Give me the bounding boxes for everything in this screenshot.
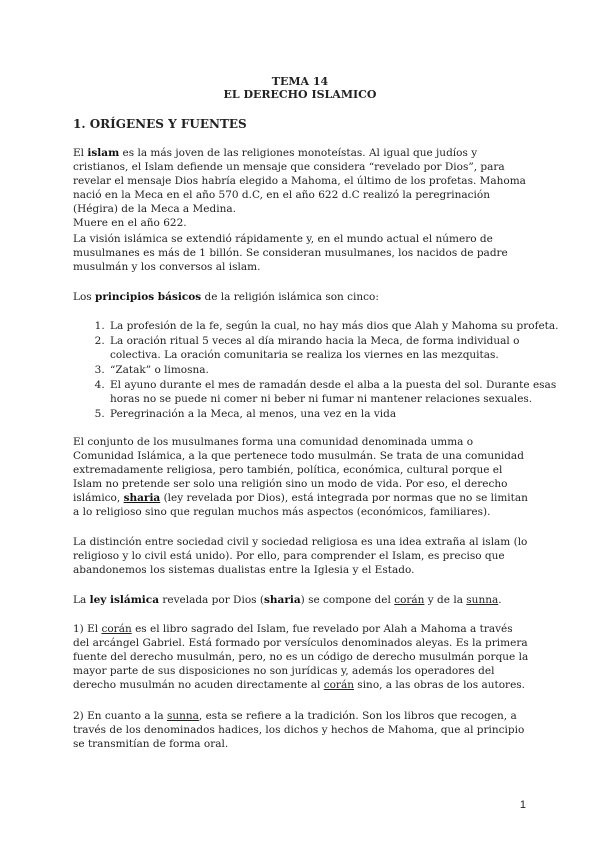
paragraph-islamic-law: La ley islámica revelada por Dios (sharia) se compone del corán y de la sunna. [73, 594, 502, 606]
list-item: 4. El ayuno durante el mes de ramadán desde el alba a la puesta del sol. Durante esas horas no se puede ni comer ni beber ni fumar ni mantener relaciones sexuales. [108, 378, 566, 406]
paragraph-umma: El conjunto de los musulmanes forma una comunidad denominada umma o Comunidad Islámica, a la que pertenece todo musulmán. Se trata de una comunidad extremadamente religiosa, pero también, política, económica, cultural porque el Islam no pretende ser solo una religión sino un modo de vida. Por eso, el derecho islámico, sharia (ley revelada por Dios), está integrada por normas que no se limitan a lo religioso sino que regulan muchos más aspectos (económicos, familiares). [73, 436, 528, 518]
list-item: 5. Peregrinación a la Meca, al menos, una vez en la vida [108, 407, 566, 421]
paragraph-principles-intro: Los principios básicos de la religión islámica son cinco: [73, 291, 379, 303]
list-item: 2. La oración ritual 5 veces al día mirando hacia la Meca, de forma individual o colectiva. La oración comunitaria se realiza los viernes en las mezquitas. [108, 334, 566, 362]
section-heading: 1. ORÍGENES Y FUENTES [73, 117, 247, 131]
principles-list [73, 319, 566, 422]
page-number: 1 [519, 799, 526, 811]
document-title: EL DERECHO ISLAMICO [223, 88, 377, 101]
paragraph-sunna: 2) En cuanto a la sunna, esta se refiere a la tradición. Son los libros que recogen, a través de los denominados hadices, los dichos y hechos de Mahoma, que al principio se transmitían de forma oral. [73, 710, 525, 750]
list-item: 1. La profesión de la fe, según la cual, no hay más dios que Alah y Mahoma su profeta. [108, 319, 566, 333]
paragraph-coran: 1) El corán es el libro sagrado del Islam, fue revelado por Alah a Mahoma a través del arcángel Gabriel. Está formado por versículos denominados aleyas. Es la primera fuente del derecho musulmán, pero, no es un código de derecho musulmán porque la mayor parte de sus disposiciones no son jurídicas y, además los operadores del derecho musulmán no acuden directamente al corán sino, a las obras de los autores. [73, 623, 529, 691]
list-item: 3. “Zatak” o limosna. [108, 363, 566, 377]
paragraph-expansion: La visión islámica se extendió rápidamente y, en el mundo actual el número de musulmanes es más de 1 billón. Se consideran musulmanes, los nacidos de padre musulmán y los conversos al islam. [73, 233, 508, 273]
paragraph-civil-religious: La distinción entre sociedad civil y sociedad religiosa es una idea extraña al islam (lo religioso y lo civil está unido). Por ello, para comprender el Islam, es preciso que abandonemos los sistemas dualistas entre la Iglesia y el Estado. [73, 536, 528, 576]
paragraph-islam-intro: El islam es la más joven de las religiones monoteístas. Al igual que judíos y cristianos, el Islam defiende un mensaje que considera “revelado por Dios”, para revelar el mensaje Dios habría elegido a Mahoma, el último de los profetas. Mahoma nació en la Meca en el año 570 d.C, en el año 622 d.C realizó la peregrinación (Hégira) de la Meca a Medina. Muere en el año 622. [73, 147, 526, 229]
document-title-number: TEMA 14 [271, 75, 329, 88]
